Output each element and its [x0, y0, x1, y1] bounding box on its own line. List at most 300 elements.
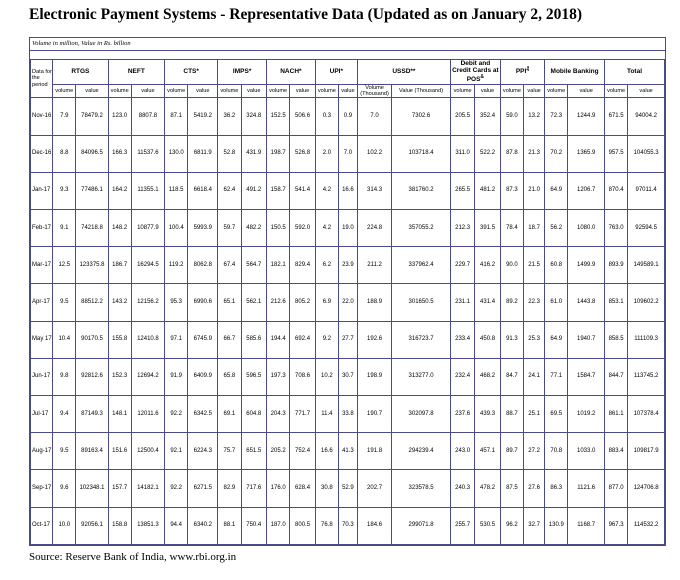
value-cell: 0.3 — [315, 98, 338, 135]
value-cell: 186.7 — [108, 247, 131, 284]
value-cell: 1121.6 — [568, 470, 605, 507]
value-cell: 13851.3 — [131, 507, 164, 544]
value-cell: 166.3 — [108, 135, 131, 172]
value-cell: 88.1 — [218, 507, 241, 544]
value-cell: 78479.2 — [76, 98, 108, 135]
group-header-mark: ₰ — [526, 66, 530, 73]
value-cell: 302097.8 — [392, 396, 451, 433]
value-cell: 19.0 — [339, 210, 358, 247]
value-cell: 10877.9 — [131, 210, 164, 247]
value-cell: 12410.8 — [131, 321, 164, 358]
value-cell: 92.2 — [165, 470, 188, 507]
value-cell: 92594.5 — [628, 210, 665, 247]
group-header-ussd — [357, 60, 450, 85]
value-cell: 23.9 — [339, 247, 358, 284]
value-cell: 188.9 — [357, 284, 391, 321]
group-header-label: UPI* — [329, 68, 343, 76]
value-cell: 596.5 — [241, 358, 267, 395]
table-row — [31, 507, 665, 544]
group-header-label: Mobile Banking — [550, 68, 599, 76]
value-cell: 805.2 — [290, 284, 315, 321]
value-cell: 30.8 — [315, 470, 338, 507]
value-cell: 88512.2 — [76, 284, 108, 321]
value-cell: 87.8 — [500, 135, 523, 172]
group-header-imps — [218, 60, 267, 85]
value-cell: 212.6 — [267, 284, 290, 321]
value-cell: 6990.6 — [188, 284, 218, 321]
value-cell: 89.7 — [500, 433, 523, 470]
value-cell: 450.8 — [475, 321, 501, 358]
value-cell: 6271.5 — [188, 470, 218, 507]
value-cell: 16294.5 — [131, 247, 164, 284]
value-cell: 104055.3 — [628, 135, 665, 172]
value-cell: 21.5 — [524, 247, 545, 284]
value-cell: 237.6 — [450, 396, 474, 433]
period-cell: Apr-17 — [31, 284, 53, 321]
group-header-label: IMPS* — [232, 68, 252, 76]
value-cell: 25.1 — [524, 396, 545, 433]
column-header-nach-value: value — [290, 84, 315, 98]
value-cell: 1206.7 — [568, 172, 605, 209]
value-cell: 299071.8 — [392, 507, 451, 544]
table-row — [31, 135, 665, 172]
value-cell: 119.2 — [165, 247, 188, 284]
value-cell: 152.3 — [108, 358, 131, 395]
value-cell: 416.2 — [475, 247, 501, 284]
value-cell: 67.4 — [218, 247, 241, 284]
value-cell: 91.3 — [500, 321, 523, 358]
value-cell: 21.3 — [524, 135, 545, 172]
column-header-neft-value: value — [131, 84, 164, 98]
value-cell: 491.2 — [241, 172, 267, 209]
value-cell: 84.7 — [500, 358, 523, 395]
column-header-rtgs-volume: volume — [53, 84, 76, 98]
group-header-nach — [267, 60, 316, 85]
value-cell: 22.0 — [339, 284, 358, 321]
column-header-imps-value: value — [241, 84, 267, 98]
column-header-mobile-banking-value: value — [568, 84, 605, 98]
value-cell: 92.2 — [165, 396, 188, 433]
period-cell: Dec-16 — [31, 135, 53, 172]
value-cell: 301650.5 — [392, 284, 451, 321]
value-cell: 12.5 — [53, 247, 76, 284]
value-cell: 255.7 — [450, 507, 474, 544]
unit-note: Volume in million, Value in Rs. billion — [32, 40, 131, 47]
value-cell: 381760.2 — [392, 172, 451, 209]
value-cell: 883.4 — [604, 433, 627, 470]
value-cell: 853.1 — [604, 284, 627, 321]
period-cell: Jan-17 — [31, 172, 53, 209]
value-cell: 41.3 — [339, 433, 358, 470]
value-cell: 158.8 — [108, 507, 131, 544]
value-cell: 893.9 — [604, 247, 627, 284]
value-cell: 357055.2 — [392, 210, 451, 247]
value-cell: 9.5 — [53, 284, 76, 321]
value-cell: 311.0 — [450, 135, 474, 172]
value-cell: 77.1 — [545, 358, 568, 395]
value-cell: 191.8 — [357, 433, 391, 470]
group-header-label: Debit and Credit Cards at POS — [452, 60, 499, 84]
value-cell: 391.5 — [475, 210, 501, 247]
value-cell: 59.7 — [218, 210, 241, 247]
value-cell: 87.1 — [165, 98, 188, 135]
value-cell: 27.7 — [339, 321, 358, 358]
group-header-upi — [315, 60, 357, 85]
value-cell: 717.6 — [241, 470, 267, 507]
column-header-ppi-value: value — [524, 84, 545, 98]
column-header-ussd-volume-thousand: Volume (Thousand) — [357, 84, 391, 98]
value-cell: 233.4 — [450, 321, 474, 358]
value-cell: 6618.4 — [188, 172, 218, 209]
value-cell: 11537.6 — [131, 135, 164, 172]
value-cell: 212.3 — [450, 210, 474, 247]
value-cell: 858.5 — [604, 321, 627, 358]
value-cell: 59.0 — [500, 98, 523, 135]
group-header-cts — [165, 60, 218, 85]
value-cell: 6342.5 — [188, 396, 218, 433]
value-cell: 87.5 — [500, 470, 523, 507]
value-cell: 89163.4 — [76, 433, 108, 470]
value-cell: 18.7 — [524, 210, 545, 247]
value-cell: 771.7 — [290, 396, 315, 433]
table-row — [31, 433, 665, 470]
value-cell: 8062.8 — [188, 247, 218, 284]
period-cell: Nov-16 — [31, 98, 53, 135]
value-cell: 316723.7 — [392, 321, 451, 358]
value-cell: 151.6 — [108, 433, 131, 470]
group-header-label: RTGS — [71, 68, 90, 76]
value-cell: 36.2 — [218, 98, 241, 135]
value-cell: 10.0 — [53, 507, 76, 544]
value-cell: 148.2 — [108, 210, 131, 247]
table-row — [31, 98, 665, 135]
value-cell: 157.7 — [108, 470, 131, 507]
table-frame — [29, 37, 666, 546]
column-header-debit-and-credit-cards-at-pos-value: value — [475, 84, 501, 98]
value-cell: 22.3 — [524, 284, 545, 321]
value-cell: 62.4 — [218, 172, 241, 209]
value-cell: 1033.0 — [568, 433, 605, 470]
value-cell: 130.9 — [545, 507, 568, 544]
value-cell: 7.0 — [357, 98, 391, 135]
value-cell: 232.4 — [450, 358, 474, 395]
value-cell: 829.4 — [290, 247, 315, 284]
value-cell: 75.7 — [218, 433, 241, 470]
value-cell: 337962.4 — [392, 247, 451, 284]
period-cell: May 17 — [31, 321, 53, 358]
value-cell: 84096.5 — [76, 135, 108, 172]
value-cell: 94004.2 — [628, 98, 665, 135]
value-cell: 123375.8 — [76, 247, 108, 284]
value-cell: 7302.6 — [392, 98, 451, 135]
value-cell: 861.1 — [604, 396, 627, 433]
column-header-mobile-banking-volume: volume — [545, 84, 568, 98]
value-cell: 70.8 — [545, 433, 568, 470]
value-cell: 90170.5 — [76, 321, 108, 358]
value-cell: 1499.9 — [568, 247, 605, 284]
column-header-ppi-volume: volume — [500, 84, 523, 98]
value-cell: 60.8 — [545, 247, 568, 284]
value-cell: 69.1 — [218, 396, 241, 433]
value-cell: 148.1 — [108, 396, 131, 433]
column-header-ussd-value-thousand: Value (Thousand) — [392, 84, 451, 98]
table-row — [31, 358, 665, 395]
period-header: Data for the period — [31, 60, 53, 98]
value-cell: 651.5 — [241, 433, 267, 470]
value-cell: 967.3 — [604, 507, 627, 544]
value-cell: 11.4 — [315, 396, 338, 433]
value-cell: 114532.2 — [628, 507, 665, 544]
value-cell: 800.5 — [290, 507, 315, 544]
value-cell: 198.7 — [267, 135, 290, 172]
value-cell: 92056.1 — [76, 507, 108, 544]
period-cell: Sep-17 — [31, 470, 53, 507]
value-cell: 198.9 — [357, 358, 391, 395]
value-cell: 64.9 — [545, 321, 568, 358]
value-cell: 64.9 — [545, 172, 568, 209]
value-cell: 628.4 — [290, 470, 315, 507]
value-cell: 1019.2 — [568, 396, 605, 433]
value-cell: 10.2 — [315, 358, 338, 395]
value-cell: 94.4 — [165, 507, 188, 544]
value-cell: 97011.4 — [628, 172, 665, 209]
table-row — [31, 172, 665, 209]
value-cell: 592.0 — [290, 210, 315, 247]
value-cell: 102.2 — [357, 135, 391, 172]
value-cell: 482.2 — [241, 210, 267, 247]
value-cell: 103718.4 — [392, 135, 451, 172]
value-cell: 158.7 — [267, 172, 290, 209]
group-header-debit-and-credit-cards-at-pos — [450, 60, 500, 85]
value-cell: 1365.9 — [568, 135, 605, 172]
note-divider — [30, 50, 665, 51]
period-cell: Oct-17 — [31, 507, 53, 544]
period-cell: Aug-17 — [31, 433, 53, 470]
value-cell: 506.6 — [290, 98, 315, 135]
value-cell: 66.7 — [218, 321, 241, 358]
value-cell: 6811.9 — [188, 135, 218, 172]
value-cell: 70.2 — [545, 135, 568, 172]
value-cell: 16.6 — [315, 433, 338, 470]
value-cell: 6.9 — [315, 284, 338, 321]
group-header-label: CTS* — [183, 68, 199, 76]
period-cell: Feb-17 — [31, 210, 53, 247]
value-cell: 9.3 — [53, 172, 76, 209]
value-cell: 150.5 — [267, 210, 290, 247]
subheader-row — [31, 84, 665, 98]
value-cell: 13.2 — [524, 98, 545, 135]
group-header-label: Total — [626, 68, 642, 76]
value-cell: 12156.2 — [131, 284, 164, 321]
column-header-cts-value: value — [188, 84, 218, 98]
value-cell: 352.4 — [475, 98, 501, 135]
value-cell: 11355.1 — [131, 172, 164, 209]
page-title: Electronic Payment Systems - Representative Data (Updated as on January 2, 2018) — [29, 6, 583, 23]
value-cell: 92812.6 — [76, 358, 108, 395]
value-cell: 14182.1 — [131, 470, 164, 507]
value-cell: 957.5 — [604, 135, 627, 172]
value-cell: 65.8 — [218, 358, 241, 395]
value-cell: 96.2 — [500, 507, 523, 544]
value-cell: 190.7 — [357, 396, 391, 433]
value-cell: 124706.8 — [628, 470, 665, 507]
value-cell: 7.0 — [339, 135, 358, 172]
value-cell: 88.7 — [500, 396, 523, 433]
value-cell: 526.8 — [290, 135, 315, 172]
group-header-neft — [108, 60, 165, 85]
value-cell: 197.3 — [267, 358, 290, 395]
value-cell: 9.8 — [53, 358, 76, 395]
value-cell: 143.2 — [108, 284, 131, 321]
value-cell: 155.8 — [108, 321, 131, 358]
value-cell: 10.4 — [53, 321, 76, 358]
value-cell: 6745.9 — [188, 321, 218, 358]
value-cell: 176.0 — [267, 470, 290, 507]
value-cell: 9.2 — [315, 321, 338, 358]
value-cell: 708.6 — [290, 358, 315, 395]
value-cell: 752.4 — [290, 433, 315, 470]
group-header-label: PPI — [515, 68, 527, 76]
value-cell: 431.9 — [241, 135, 267, 172]
value-cell: 109817.9 — [628, 433, 665, 470]
value-cell: 6224.3 — [188, 433, 218, 470]
value-cell: 118.5 — [165, 172, 188, 209]
value-cell: 111109.3 — [628, 321, 665, 358]
value-cell: 844.7 — [604, 358, 627, 395]
value-cell: 7.9 — [53, 98, 76, 135]
value-cell: 6340.2 — [188, 507, 218, 544]
table-row — [31, 247, 665, 284]
value-cell: 87.3 — [500, 172, 523, 209]
column-header-rtgs-value: value — [76, 84, 108, 98]
value-cell: 9.5 — [53, 433, 76, 470]
value-cell: 229.7 — [450, 247, 474, 284]
value-cell: 102348.1 — [76, 470, 108, 507]
value-cell: 877.0 — [604, 470, 627, 507]
value-cell: 52.8 — [218, 135, 241, 172]
value-cell: 457.1 — [475, 433, 501, 470]
value-cell: 6.2 — [315, 247, 338, 284]
value-cell: 604.8 — [241, 396, 267, 433]
value-cell: 9.4 — [53, 396, 76, 433]
value-cell: 33.8 — [339, 396, 358, 433]
period-cell: Jul-17 — [31, 396, 53, 433]
group-header-label: NEFT — [127, 68, 145, 76]
value-cell: 109602.2 — [628, 284, 665, 321]
value-cell: 194.4 — [267, 321, 290, 358]
value-cell: 265.5 — [450, 172, 474, 209]
value-cell: 65.1 — [218, 284, 241, 321]
group-header-label: NACH* — [280, 68, 302, 76]
value-cell: 1244.9 — [568, 98, 605, 135]
value-cell: 52.9 — [339, 470, 358, 507]
value-cell: 431.4 — [475, 284, 501, 321]
column-header-upi-volume: volume — [315, 84, 338, 98]
value-cell: 1940.7 — [568, 321, 605, 358]
value-cell: 72.3 — [545, 98, 568, 135]
column-header-upi-value: value — [339, 84, 358, 98]
column-header-total-volume: volume — [604, 84, 627, 98]
group-header-ppi — [500, 60, 544, 85]
value-cell: 4.2 — [315, 172, 338, 209]
value-cell: 313277.0 — [392, 358, 451, 395]
value-cell: 70.3 — [339, 507, 358, 544]
value-cell: 25.3 — [524, 321, 545, 358]
value-cell: 585.6 — [241, 321, 267, 358]
value-cell: 27.6 — [524, 470, 545, 507]
value-cell: 211.2 — [357, 247, 391, 284]
value-cell: 24.1 — [524, 358, 545, 395]
value-cell: 530.5 — [475, 507, 501, 544]
value-cell: 100.4 — [165, 210, 188, 247]
value-cell: 184.6 — [357, 507, 391, 544]
value-cell: 56.2 — [545, 210, 568, 247]
value-cell: 21.0 — [524, 172, 545, 209]
value-cell: 562.1 — [241, 284, 267, 321]
value-cell: 97.1 — [165, 321, 188, 358]
value-cell: 224.8 — [357, 210, 391, 247]
value-cell: 5993.9 — [188, 210, 218, 247]
value-cell: 564.7 — [241, 247, 267, 284]
value-cell: 130.0 — [165, 135, 188, 172]
value-cell: 1080.0 — [568, 210, 605, 247]
column-header-neft-volume: volume — [108, 84, 131, 98]
value-cell: 2.0 — [315, 135, 338, 172]
group-header-mobile-banking — [545, 60, 605, 85]
value-cell: 9.6 — [53, 470, 76, 507]
value-cell: 1168.7 — [568, 507, 605, 544]
value-cell: 481.2 — [475, 172, 501, 209]
value-cell: 231.1 — [450, 284, 474, 321]
column-header-cts-volume: volume — [165, 84, 188, 98]
value-cell: 468.2 — [475, 358, 501, 395]
value-cell: 204.3 — [267, 396, 290, 433]
value-cell: 439.3 — [475, 396, 501, 433]
value-cell: 69.5 — [545, 396, 568, 433]
value-cell: 74218.8 — [76, 210, 108, 247]
value-cell: 78.4 — [500, 210, 523, 247]
value-cell: 113745.2 — [628, 358, 665, 395]
value-cell: 8807.8 — [131, 98, 164, 135]
value-cell: 12694.2 — [131, 358, 164, 395]
value-cell: 202.7 — [357, 470, 391, 507]
value-cell: 192.6 — [357, 321, 391, 358]
table-row — [31, 284, 665, 321]
value-cell: 149589.1 — [628, 247, 665, 284]
value-cell: 478.2 — [475, 470, 501, 507]
value-cell: 76.8 — [315, 507, 338, 544]
value-cell: 77486.1 — [76, 172, 108, 209]
value-cell: 1443.8 — [568, 284, 605, 321]
value-cell: 8.8 — [53, 135, 76, 172]
value-cell: 123.0 — [108, 98, 131, 135]
value-cell: 187.0 — [267, 507, 290, 544]
value-cell: 750.4 — [241, 507, 267, 544]
value-cell: 294239.4 — [392, 433, 451, 470]
value-cell: 86.3 — [545, 470, 568, 507]
group-header-rtgs — [53, 60, 108, 85]
value-cell: 205.2 — [267, 433, 290, 470]
value-cell: 164.2 — [108, 172, 131, 209]
value-cell: 152.5 — [267, 98, 290, 135]
group-header-label: USSD** — [392, 68, 416, 76]
value-cell: 182.1 — [267, 247, 290, 284]
period-cell: Mar-17 — [31, 247, 53, 284]
value-cell: 12011.6 — [131, 396, 164, 433]
value-cell: 692.4 — [290, 321, 315, 358]
column-header-debit-and-credit-cards-at-pos-volume: volume — [450, 84, 474, 98]
value-cell: 541.4 — [290, 172, 315, 209]
